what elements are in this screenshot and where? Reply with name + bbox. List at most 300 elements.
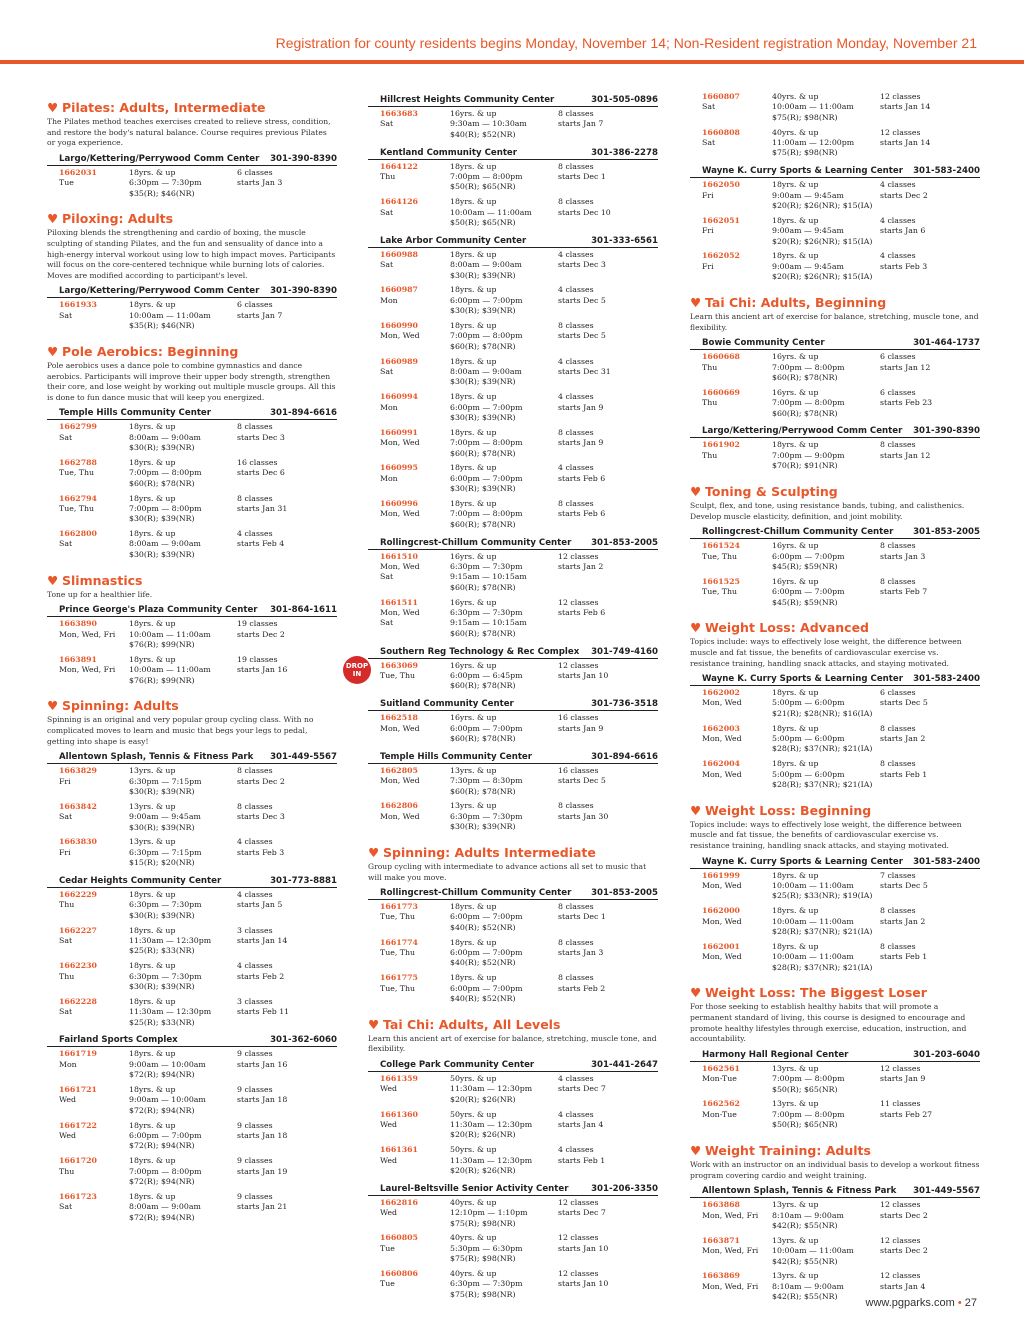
course-code[interactable]: 1661511 (380, 597, 418, 607)
age-range: 18yrs. & up (450, 463, 497, 473)
class-count: 8 classes (237, 766, 273, 776)
class-days: Sat (59, 812, 73, 822)
venue-header (368, 92, 658, 107)
course-code[interactable]: 1663683 (380, 109, 418, 118)
section-title-text: Weight Training: Adults (705, 1143, 871, 1158)
course-code[interactable]: 1660990 (380, 320, 418, 330)
venue-phone: 301-894-6616 (270, 408, 337, 419)
class-fee: $35(R); $46(NR) (129, 321, 195, 331)
course-code[interactable]: 1660987 (380, 285, 418, 295)
class-days: Tue, Thu (380, 983, 416, 993)
section-title (47, 100, 337, 115)
class-fee: $28(R); $37(NR); $21(IA) (772, 927, 873, 937)
venue-phone: 301-583-2400 (913, 166, 980, 177)
course-code[interactable]: 1662229 (59, 890, 97, 900)
age-range: 18yrs. & up (772, 180, 819, 190)
class-fee: 9:15am — 10:15am (450, 572, 527, 582)
class-fee: $60(R); $78(NR) (772, 408, 838, 418)
age-range: 18yrs. & up (129, 1049, 176, 1059)
class-time: 5:00pm — 6:00pm (772, 769, 845, 779)
age-range: 40yrs. & up (772, 92, 819, 101)
section-title-text: Weight Loss: Beginning (705, 802, 872, 818)
course-code[interactable]: 1662052 (702, 251, 740, 261)
age-range: 13yrs. & up (129, 801, 176, 811)
class-days: Thu (380, 171, 396, 181)
class-row (47, 766, 337, 802)
age-range: 18yrs. & up (772, 251, 819, 261)
course-code[interactable]: 1660806 (380, 1269, 418, 1279)
class-time: 12:10pm — 1:10pm (450, 1208, 528, 1218)
class-count: 12 classes (880, 1063, 921, 1073)
venue-header (368, 233, 658, 248)
class-count: 8 classes (558, 937, 594, 947)
venue-header (47, 283, 337, 298)
class-row (690, 1236, 980, 1272)
class-time: 5:00pm — 6:00pm (772, 698, 845, 708)
class-count: 4 classes (880, 251, 916, 261)
class-fee: $50(R); $65(NR) (772, 1120, 838, 1130)
class-fee: $30(R); $39(NR) (450, 822, 516, 832)
course-code[interactable]: 1662805 (380, 765, 418, 775)
course-code[interactable]: 1663829 (59, 766, 97, 776)
age-range: 13yrs. & up (772, 1235, 819, 1245)
course-code[interactable]: 1662002 (702, 688, 740, 698)
class-row (47, 997, 337, 1033)
course-code[interactable]: 1662227 (59, 925, 97, 935)
start-date: starts Dec 5 (880, 881, 928, 891)
venue-phone: 301-333-6561 (591, 235, 658, 246)
class-fee: $30(R); $39(NR) (450, 484, 516, 494)
age-range: 16yrs. & up (450, 660, 497, 670)
venue-header (368, 749, 658, 764)
course-code[interactable]: 1660805 (380, 1233, 418, 1243)
section-title-text: Spinning: Adults (62, 698, 179, 714)
class-row (47, 802, 337, 838)
class-time: 9:30am — 10:30am (450, 119, 527, 129)
venue-header (368, 696, 658, 711)
course-code[interactable]: 1662031 (59, 167, 97, 177)
class-fee: $75(R); $98(NR) (450, 1218, 516, 1228)
course-code[interactable]: 1662794 (59, 493, 97, 503)
class-count: 9 classes (237, 1085, 273, 1094)
age-range: 40yrs. & up (450, 1197, 497, 1207)
class-time: 6:30pm — 7:30pm (129, 178, 202, 188)
section-description: Pole aerobics uses a dance pole to combine gymnastics and dance aerobics. Participants will improve their upper body strength, strengthen their core, and lose weight by working out multiple muscle groups. All this is done to fun dance music that will keep you energized. (47, 360, 336, 402)
venue-name: Temple Hills Community Center (59, 408, 211, 419)
course-code[interactable]: 1663868 (702, 1200, 740, 1210)
course-code[interactable]: 1664122 (380, 161, 418, 171)
class-days: Tue (380, 1279, 395, 1289)
course-code[interactable]: 1661775 (380, 973, 418, 983)
course-code[interactable]: 1664126 (380, 197, 418, 207)
course-code[interactable]: 1661359 (380, 1074, 418, 1084)
course-code[interactable]: 1661902 (702, 440, 740, 450)
class-row (368, 197, 658, 233)
class-row (47, 961, 337, 997)
program-section (47, 698, 337, 1227)
start-date: starts Feb 1 (558, 1155, 606, 1165)
class-time: 11:30am — 12:30pm (450, 1084, 533, 1094)
class-fee: $60(R); $78(NR) (450, 733, 516, 743)
class-days: Mon, Wed (702, 916, 742, 926)
class-fee: $30(R); $39(NR) (129, 443, 195, 453)
class-days: Mon, Wed (702, 698, 742, 708)
class-days: Sat (380, 207, 394, 217)
start-date: starts Jan 14 (237, 936, 288, 946)
class-time: 9:00am — 9:45am (772, 226, 844, 236)
course-code[interactable]: 1663830 (59, 837, 97, 847)
start-date: starts Feb 6 (558, 473, 606, 483)
venue-name: Laurel-Beltsville Senior Activity Center (380, 1183, 569, 1194)
class-time: 6:00pm — 6:45pm (450, 670, 523, 680)
course-code[interactable]: 1660994 (380, 392, 418, 402)
course-code[interactable]: 1661721 (59, 1085, 97, 1094)
start-date: starts Dec 5 (558, 776, 606, 786)
course-code[interactable]: 1662051 (702, 215, 740, 225)
section-title-text: Slimnastics (62, 572, 143, 588)
class-row (690, 759, 980, 795)
course-code[interactable]: 1660991 (380, 427, 418, 437)
class-count: 9 classes (237, 1191, 273, 1201)
start-date: starts Jan 18 (237, 1130, 288, 1140)
class-days: Thu (702, 362, 718, 372)
course-code[interactable]: 1663869 (702, 1271, 740, 1281)
venue-name: Largo/Kettering/Perrywood Comm Center (59, 286, 260, 297)
venue-phone: 301-390-8390 (270, 153, 337, 164)
course-code[interactable]: 1663871 (702, 1235, 740, 1245)
course-code[interactable]: 1662806 (380, 801, 418, 811)
program-section (368, 845, 658, 1009)
venue-header (368, 1057, 658, 1072)
class-time: 7:00pm — 9:00pm (772, 450, 845, 460)
section-description: Piloxing blends the strengthening and cardio of boxing, the muscle sculpting of standing Pilates, and the fun and sensuality of dance into a high-energy interval workout using low to high impact moves. Participants will focus on the core-centered technique while burning lots of calories. Moves are modified according to participant's level. (47, 228, 336, 280)
start-date: starts Dec 5 (880, 698, 928, 708)
class-days: Thu (702, 450, 718, 460)
class-count: 16 classes (237, 457, 278, 467)
class-fee: $15(R); $20(NR) (129, 858, 195, 868)
class-count: 12 classes (558, 597, 599, 607)
start-date: starts Jan 3 (880, 551, 926, 561)
section-description: Topics include: ways to effectively lose weight, the difference between muscle and fat tissue, the benefits of cardiovascular exercise vs. resistance training, handling snack attacks, and staying motivated. (690, 819, 962, 851)
class-count: 9 classes (237, 1120, 273, 1130)
age-range: 50yrs. & up (450, 1074, 497, 1084)
start-date: starts Jan 7 (237, 310, 283, 320)
section-description: Work with an instructor on an individual basis to develop a workout fitness program covering cardio and weight training. (690, 1160, 980, 1180)
column-3 (690, 92, 980, 1307)
class-count: 4 classes (558, 392, 594, 402)
start-date: starts Jan 12 (880, 450, 931, 460)
class-days: Mon, Wed (380, 811, 420, 821)
class-fee: $21(R); $28(NR); $16(IA) (772, 708, 873, 718)
venue-name: Hillcrest Heights Community Center (380, 95, 555, 105)
class-row (47, 1156, 337, 1192)
class-time: 10:00am — 11:00am (772, 1246, 854, 1256)
section-title-text: Pilates: Adults, Intermediate (62, 100, 266, 115)
class-days: Wed (59, 1095, 76, 1105)
class-time: 10:00am — 11:00am (772, 102, 854, 112)
class-row (47, 1121, 337, 1157)
class-fee: $25(R); $33(NR) (129, 1017, 195, 1027)
class-days-2: Sat (380, 572, 394, 582)
start-date: starts Feb 1 (880, 952, 928, 962)
class-time: 7:00pm — 8:00pm (129, 468, 202, 478)
course-code[interactable]: 1660808 (702, 127, 740, 137)
class-fee: $60(R); $78(NR) (450, 448, 516, 458)
section-title (47, 344, 337, 359)
venue-header (690, 524, 980, 539)
class-count: 7 classes (880, 870, 916, 880)
course-code[interactable]: 1662799 (59, 422, 97, 432)
venue-header (47, 749, 337, 764)
course-code[interactable]: 1661524 (702, 541, 740, 551)
venue-phone: 301-449-5567 (913, 1186, 980, 1197)
class-count: 8 classes (558, 902, 594, 912)
class-fee: $28(R); $37(NR); $21(IA) (772, 962, 873, 972)
class-row (368, 661, 658, 697)
start-date: starts Jan 18 (237, 1095, 288, 1105)
class-fee: $20(R); $26(NR) (450, 1166, 516, 1176)
drop-in-line-1: DROP (345, 662, 369, 670)
class-count: 8 classes (558, 801, 594, 811)
class-days: Tue, Thu (59, 468, 95, 478)
start-date: starts Jan 9 (558, 723, 604, 733)
class-days: Tue, Thu (59, 503, 95, 513)
age-range: 18yrs. & up (772, 906, 819, 916)
course-code[interactable]: 1660807 (702, 92, 740, 101)
start-date: starts Jan 4 (880, 1281, 926, 1291)
start-date: starts Dec 5 (558, 295, 606, 305)
course-code[interactable]: 1662788 (59, 457, 97, 467)
venue-phone: 301-441-2647 (591, 1060, 658, 1071)
venue-name: Rollingcrest-Chillum Community Center (380, 888, 572, 899)
course-code[interactable]: 1662228 (59, 996, 97, 1006)
start-date: starts Dec 2 (880, 1210, 928, 1220)
section-title (690, 295, 980, 310)
class-time: 6:00pm — 7:00pm (450, 948, 523, 958)
class-days: Tue (59, 178, 74, 188)
course-code[interactable]: 1662518 (380, 713, 418, 723)
course-code[interactable]: 1661510 (380, 551, 418, 561)
start-date: starts Dec 1 (558, 912, 606, 922)
course-code[interactable]: 1660996 (380, 498, 418, 508)
course-code[interactable]: 1660668 (702, 352, 740, 362)
course-code[interactable]: 1660988 (380, 249, 418, 259)
venue-phone: 301-464-1737 (913, 338, 980, 349)
start-date: starts Jan 2 (558, 561, 604, 571)
class-fee: $42(R); $55(NR) (772, 1292, 838, 1302)
class-count: 8 classes (880, 759, 916, 769)
course-code[interactable]: 1662003 (702, 723, 740, 733)
course-code[interactable]: 1662562 (702, 1099, 740, 1109)
class-time: 6:00pm — 7:00pm (450, 723, 523, 733)
course-code[interactable]: 1662230 (59, 961, 97, 971)
course-code[interactable]: 1661360 (380, 1109, 418, 1119)
course-code[interactable]: 1661999 (702, 870, 740, 880)
start-date: starts Jan 2 (880, 916, 926, 926)
class-fee: $72(R); $94(NR) (129, 1176, 195, 1186)
course-code[interactable]: 1661525 (702, 576, 740, 586)
class-count: 8 classes (880, 906, 916, 916)
class-count: 4 classes (558, 285, 594, 295)
start-date: starts Jan 12 (880, 362, 931, 372)
class-count: 8 classes (558, 109, 594, 118)
course-code[interactable]: 1661722 (59, 1120, 97, 1130)
course-code[interactable]: 1662004 (702, 759, 740, 769)
course-code[interactable]: 1661933 (59, 300, 97, 310)
course-code[interactable]: 1663891 (59, 654, 97, 664)
class-days-2: Sat (380, 618, 394, 628)
class-row (690, 541, 980, 577)
course-code[interactable]: 1662000 (702, 906, 740, 916)
course-code[interactable]: 1660989 (380, 356, 418, 366)
course-code[interactable]: 1660995 (380, 463, 418, 473)
age-range: 18yrs. & up (772, 440, 819, 450)
start-date: starts Feb 3 (880, 261, 928, 271)
class-row (47, 655, 337, 691)
program-section (690, 1143, 980, 1307)
class-days: Fri (59, 776, 71, 786)
class-fee: $28(R); $37(NR); $21(IA) (772, 780, 873, 790)
age-range: 18yrs. & up (129, 1120, 176, 1130)
section-description: For those seeking to establish healthy habits that will promote a permanent standard of living, this course is designed to encourage and promote healthy lifestyles through exercise, education, instruction, and accountability. (690, 1002, 967, 1044)
class-time: 10:00am — 11:00am (129, 629, 211, 639)
age-range: 18yrs. & up (129, 167, 176, 177)
age-range: 18yrs. & up (129, 300, 176, 310)
class-time: 6:00pm — 7:00pm (450, 295, 523, 305)
course-code[interactable]: 1663890 (59, 619, 97, 629)
course-code[interactable]: 1662800 (59, 529, 97, 539)
class-time: 7:00pm — 8:00pm (772, 362, 845, 372)
course-code[interactable]: 1660669 (702, 387, 740, 397)
venue-name: Rollingcrest-Chillum Community Center (380, 537, 572, 548)
class-time: 11:30am — 12:30pm (129, 936, 212, 946)
class-days: Sat (59, 1202, 73, 1212)
class-fee: $60(R); $78(NR) (450, 519, 516, 529)
class-row (368, 357, 658, 393)
class-time: 11:00am — 12:00pm (772, 137, 855, 147)
class-time: 8:10am — 9:00am (772, 1210, 844, 1220)
class-row (368, 250, 658, 286)
class-row (368, 766, 658, 802)
heart-icon: ♥ (47, 572, 59, 588)
course-code[interactable]: 1661361 (380, 1145, 418, 1155)
class-time: 8:00am — 9:00am (129, 432, 201, 442)
class-row (47, 422, 337, 458)
page-footer (866, 1297, 978, 1309)
class-days: Thu (59, 1166, 75, 1176)
venue-phone: 301-749-4160 (591, 646, 658, 657)
section-description: Tone up for a healthier life. (47, 589, 153, 599)
class-time: 7:00pm — 8:00pm (772, 398, 845, 408)
class-count: 8 classes (880, 440, 916, 450)
program-section (690, 803, 980, 978)
class-row (368, 713, 658, 749)
class-time: 6:00pm — 7:00pm (450, 402, 523, 412)
course-code[interactable]: 1661773 (380, 902, 418, 912)
age-range: 13yrs. & up (772, 1271, 819, 1281)
class-fee: $40(R); $52(NR) (450, 129, 516, 139)
registration-banner: Registration for county residents begins Monday, November 14; Non-Resident registration Monday, November 21 (275, 35, 977, 51)
section-title (690, 484, 980, 499)
class-fee: $30(R); $39(NR) (129, 787, 195, 797)
age-range: 18yrs. & up (450, 249, 497, 259)
course-code[interactable]: 1661723 (59, 1191, 97, 1201)
course-code[interactable]: 1663069 (380, 660, 418, 670)
class-row (690, 251, 980, 287)
class-fee: $76(R); $99(NR) (129, 640, 195, 650)
start-date: starts Feb 6 (558, 607, 606, 617)
start-date: starts Jan 19 (237, 1166, 288, 1176)
age-range: 13yrs. & up (772, 1063, 819, 1073)
course-code[interactable]: 1662816 (380, 1197, 418, 1207)
class-count: 12 classes (880, 92, 921, 101)
venue-phone: 301-773-8881 (270, 876, 337, 887)
class-fee: $42(R); $55(NR) (772, 1256, 838, 1266)
section-title-text: Tai Chi: Adults, Beginning (705, 294, 887, 310)
class-fee: $30(R); $39(NR) (129, 822, 195, 832)
start-date: starts Jan 14 (880, 137, 931, 147)
venue-name: Fairland Sports Complex (59, 1035, 178, 1046)
section-title (368, 1017, 658, 1032)
class-count: 8 classes (880, 941, 916, 951)
course-code[interactable]: 1662561 (702, 1063, 740, 1073)
course-code[interactable]: 1661720 (59, 1156, 97, 1166)
course-code[interactable]: 1661719 (59, 1049, 97, 1059)
class-days: Mon-Tue (702, 1109, 737, 1119)
start-date: starts Dec 3 (237, 812, 285, 822)
start-date: starts Jan 10 (558, 670, 609, 680)
class-fee: $28(R); $37(NR); $21(IA) (772, 744, 873, 754)
class-row (368, 499, 658, 535)
course-code[interactable]: 1663842 (59, 801, 97, 811)
start-date: starts Feb 11 (237, 1007, 290, 1017)
class-days: Wed (380, 1208, 397, 1218)
class-days: Mon, Wed (380, 438, 420, 448)
start-date: starts Jan 5 (237, 900, 283, 910)
age-range: 18yrs. & up (772, 688, 819, 698)
class-days: Mon, Wed (380, 607, 420, 617)
class-days: Mon, Wed, Fri (702, 1246, 759, 1256)
start-date: starts Feb 27 (880, 1109, 933, 1119)
course-code[interactable]: 1661774 (380, 937, 418, 947)
class-count: 4 classes (237, 890, 273, 900)
course-code[interactable]: 1662050 (702, 180, 740, 190)
course-code[interactable]: 1662001 (702, 941, 740, 951)
age-range: 18yrs. & up (772, 215, 819, 225)
age-range: 16yrs. & up (772, 352, 819, 362)
class-fee: $20(R); $26(NR); $15(IA) (772, 200, 873, 210)
class-time: 7:00pm — 8:00pm (129, 503, 202, 513)
class-fee: $40(R); $52(NR) (450, 922, 516, 932)
class-days: Sat (702, 102, 716, 112)
venue-name: Kentland Community Center (380, 147, 518, 158)
age-range: 13yrs. & up (129, 766, 176, 776)
venue-header (690, 671, 980, 686)
class-row (368, 552, 658, 598)
section-title (690, 620, 980, 635)
class-days: Mon, Wed (380, 776, 420, 786)
class-row (690, 724, 980, 760)
age-range: 16yrs. & up (450, 109, 497, 118)
class-days: Tue, Thu (380, 912, 416, 922)
class-time: 6:00pm — 7:00pm (450, 912, 523, 922)
header-rule (0, 60, 1024, 64)
class-time: 6:00pm — 7:00pm (450, 983, 523, 993)
venue-phone: 301-449-5567 (270, 752, 337, 763)
class-fee: $45(R); $59(NR) (772, 561, 838, 571)
age-range: 16yrs. & up (772, 387, 819, 397)
section-title-text: Spinning: Adults Intermediate (383, 844, 596, 860)
